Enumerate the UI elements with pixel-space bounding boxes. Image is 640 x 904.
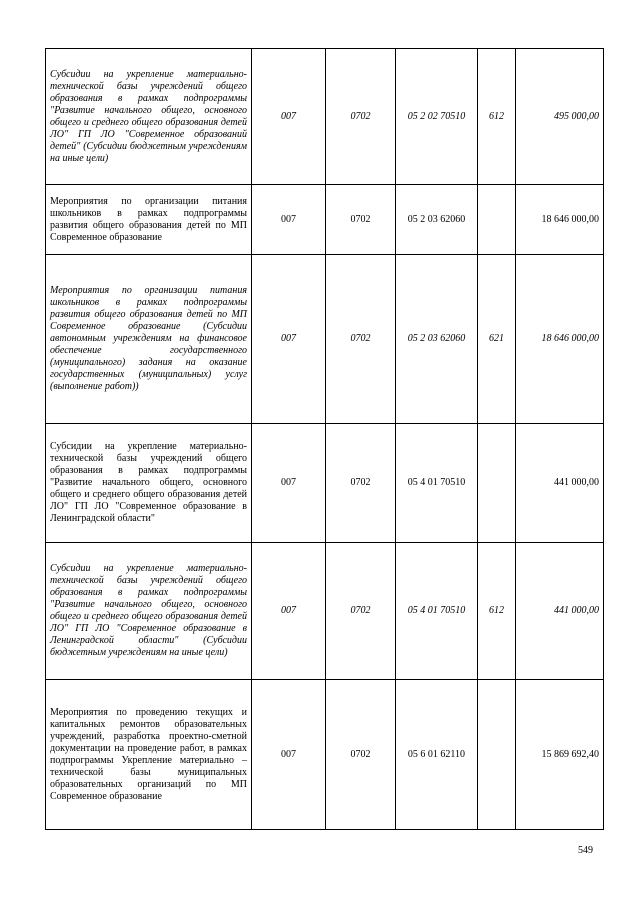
target-code-cell: 05 4 01 70510 — [396, 424, 478, 543]
section-code-cell: 0702 — [326, 543, 396, 680]
section-code-cell: 0702 — [326, 680, 396, 830]
amount-cell: 441 000,00 — [516, 543, 604, 680]
row-name-cell: Мероприятия по организации питания школьников в рамках подпрограммы развития общего образования детей по МП Современное образование — [46, 185, 252, 255]
target-code-cell: 05 2 02 70510 — [396, 49, 478, 185]
section-code-cell: 0702 — [326, 49, 396, 185]
row-name-cell: Мероприятия по проведению текущих и капитальных ремонтов образовательных учреждений, разработка проектно-сметной документации на проведение работ, в рамках подпрограммы Укрепление материально – технической базы муниципальных образовательных организаций по МП Современное образование — [46, 680, 252, 830]
expense-type-cell: 612 — [478, 49, 516, 185]
target-code-cell: 05 6 01 62110 — [396, 680, 478, 830]
table-row — [46, 255, 604, 424]
expense-type-cell: 612 — [478, 543, 516, 680]
table-row — [46, 543, 604, 680]
amount-cell: 18 646 000,00 — [516, 255, 604, 424]
ministry-code-cell: 007 — [252, 680, 326, 830]
target-code-cell: 05 2 03 62060 — [396, 255, 478, 424]
target-code-cell: 05 4 01 70510 — [396, 543, 478, 680]
table-row — [46, 185, 604, 255]
row-name-cell: Мероприятия по организации питания школьников в рамках подпрограммы развития общего образования детей по МП Современное образование (Субсидии автономным учреждениям на финансовое обеспечение государственного (муниципального) задания на оказание государственных (муниципальных) услуг (выполнение работ)) — [46, 255, 252, 424]
target-code-cell: 05 2 03 62060 — [396, 185, 478, 255]
table-row — [46, 680, 604, 830]
amount-cell: 441 000,00 — [516, 424, 604, 543]
row-name-cell: Субсидии на укрепление материально-технической базы учреждений общего образования в рамках подпрограммы "Развитие начального общего, основного общего и среднего общего образования детей ЛО" ГП ЛО "Современное образование в Ленинградской области" — [46, 424, 252, 543]
ministry-code-cell: 007 — [252, 49, 326, 185]
amount-cell: 15 869 692,40 — [516, 680, 604, 830]
row-name-cell: Субсидии на укрепление материально-технической базы учреждений общего образования в рамках подпрограммы "Развитие начального общего, основного общего и среднего общего образования детей ЛО" ГП ЛО "Современное образований детей" (Субсидии бюджетным учреждениям на иные цели) — [46, 49, 252, 185]
ministry-code-cell: 007 — [252, 185, 326, 255]
expense-type-cell — [478, 424, 516, 543]
ministry-code-cell: 007 — [252, 255, 326, 424]
expense-type-cell: 621 — [478, 255, 516, 424]
section-code-cell: 0702 — [326, 255, 396, 424]
table-row — [46, 49, 604, 185]
amount-cell: 495 000,00 — [516, 49, 604, 185]
page-number: 549 — [578, 845, 593, 856]
budget-table — [45, 48, 604, 830]
section-code-cell: 0702 — [326, 424, 396, 543]
amount-cell: 18 646 000,00 — [516, 185, 604, 255]
row-name-cell: Субсидии на укрепление материально-технической базы учреждений общего образования в рамках подпрограммы "Развитие начального общего, основного общего и среднего общего образования детей ЛО" ГП ЛО "Современное образование в Ленинградской области" (Субсидии бюджетным учреждениям на иные цели) — [46, 543, 252, 680]
table-row — [46, 424, 604, 543]
expense-type-cell — [478, 680, 516, 830]
ministry-code-cell: 007 — [252, 543, 326, 680]
expense-type-cell — [478, 185, 516, 255]
section-code-cell: 0702 — [326, 185, 396, 255]
ministry-code-cell: 007 — [252, 424, 326, 543]
